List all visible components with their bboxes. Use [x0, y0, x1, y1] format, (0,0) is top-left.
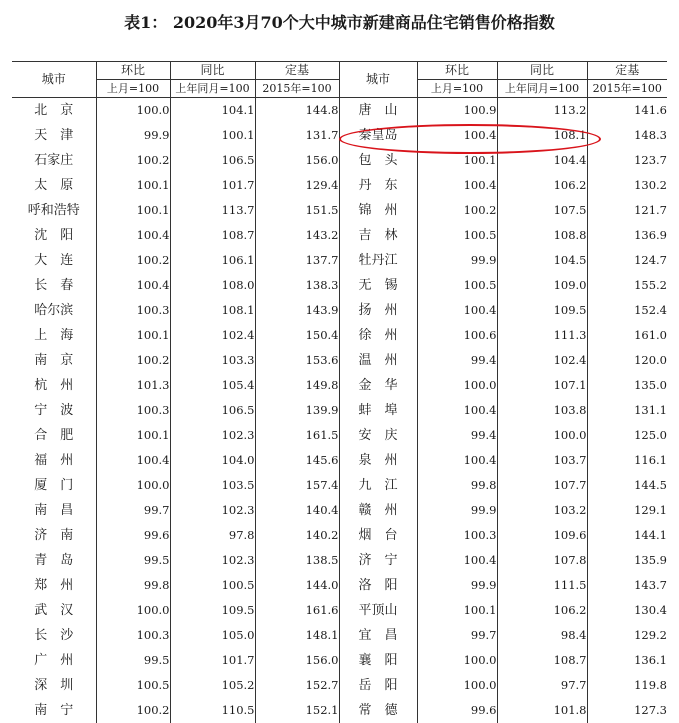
yoy-cell: 107.8 [497, 548, 587, 573]
city-cell: 泉 州 [339, 448, 417, 473]
table-row [12, 173, 667, 198]
yoy-cell: 103.8 [497, 398, 587, 423]
fixed-cell: 143.7 [587, 573, 667, 598]
fixed-cell: 155.2 [587, 273, 667, 298]
yoy-cell: 103.7 [497, 448, 587, 473]
table-row [12, 148, 667, 173]
mom-cell: 100.4 [417, 548, 497, 573]
city-cell: 杭 州 [34, 378, 74, 393]
table-row [12, 573, 667, 598]
fixed-cell: 138.5 [255, 548, 339, 573]
fixed-cell: 123.7 [587, 148, 667, 173]
fixed-cell: 135.9 [587, 548, 667, 573]
mom-cell: 100.4 [417, 298, 497, 323]
yoy-cell: 103.3 [170, 348, 255, 373]
yoy-cell: 108.8 [497, 223, 587, 248]
city-cell: 秦皇岛 [339, 123, 417, 148]
yoy-cell: 108.1 [497, 123, 587, 148]
yoy-cell: 109.0 [497, 273, 587, 298]
mom-cell: 100.2 [96, 248, 170, 273]
table-row [12, 548, 667, 573]
fixed-cell: 138.3 [255, 273, 339, 298]
mom-cell: 100.0 [417, 373, 497, 398]
fixed-cell: 144.1 [587, 523, 667, 548]
mom-cell: 100.0 [417, 648, 497, 673]
fixed-cell: 130.4 [587, 598, 667, 623]
mom-cell: 100.3 [96, 398, 170, 423]
mom-cell: 99.4 [417, 423, 497, 448]
mom-cell: 100.5 [417, 223, 497, 248]
city-cell: 郑 州 [34, 578, 74, 593]
mom-cell: 99.6 [96, 523, 170, 548]
city-cell: 烟 台 [339, 523, 417, 548]
table-row [12, 523, 667, 548]
mom-cell: 100.1 [96, 323, 170, 348]
city-column-header: 城市 [339, 62, 417, 98]
fixed-cell: 129.4 [255, 173, 339, 198]
city-cell: 上 海 [34, 328, 74, 343]
city-cell: 厦 门 [34, 478, 74, 493]
fixed-cell: 148.3 [587, 123, 667, 148]
city-cell: 岳 阳 [339, 673, 417, 698]
fixed-column-header: 定基 [587, 62, 667, 80]
mom-cell: 100.1 [417, 598, 497, 623]
mom-cell: 100.1 [417, 148, 497, 173]
mom-cell: 100.0 [96, 98, 170, 124]
fixed-cell: 156.0 [255, 648, 339, 673]
yoy-cell: 111.5 [497, 573, 587, 598]
fixed-cell: 124.7 [587, 248, 667, 273]
city-cell: 济 宁 [339, 548, 417, 573]
fixed-cell: 145.6 [255, 448, 339, 473]
fixed-cell: 153.6 [255, 348, 339, 373]
mom-cell: 99.9 [417, 248, 497, 273]
table-title: 表1： 2020年3月70个大中城市新建商品住宅销售价格指数 [124, 13, 555, 32]
mom-cell: 100.4 [96, 273, 170, 298]
table-row [12, 448, 667, 473]
fixed-cell: 152.7 [255, 673, 339, 698]
yoy-cell: 97.8 [170, 523, 255, 548]
fixed-cell: 149.8 [255, 373, 339, 398]
fixed-cell: 131.7 [255, 123, 339, 148]
fixed-cell: 129.1 [587, 498, 667, 523]
mom-cell: 100.0 [96, 598, 170, 623]
city-cell: 赣 州 [339, 498, 417, 523]
yoy-cell: 101.7 [170, 173, 255, 198]
table-row [12, 423, 667, 448]
city-cell: 深 圳 [34, 678, 74, 693]
city-cell: 长 沙 [34, 628, 74, 643]
yoy-cell: 104.1 [170, 98, 255, 124]
mom-cell: 100.0 [96, 473, 170, 498]
table-row [12, 373, 667, 398]
yoy-cell: 104.5 [497, 248, 587, 273]
mom-cell: 99.9 [417, 498, 497, 523]
yoy-cell: 105.0 [170, 623, 255, 648]
mom-cell: 100.9 [417, 98, 497, 124]
city-cell: 广 州 [34, 653, 74, 668]
mom-cell: 100.6 [417, 323, 497, 348]
mom-cell: 100.2 [96, 348, 170, 373]
yoy-cell: 102.4 [497, 348, 587, 373]
mom-cell: 99.5 [96, 648, 170, 673]
city-cell: 常 德 [339, 698, 417, 723]
yoy-cell: 108.0 [170, 273, 255, 298]
city-cell: 大 连 [34, 253, 74, 268]
table-row [12, 298, 667, 323]
mom-cell: 100.4 [417, 448, 497, 473]
yoy-cell: 100.5 [170, 573, 255, 598]
city-cell: 合 肥 [34, 428, 74, 443]
city-cell: 太 原 [34, 178, 74, 193]
fixed-base-label: 2015年=100 [255, 80, 339, 98]
yoy-cell: 102.3 [170, 548, 255, 573]
city-cell: 哈尔滨 [34, 303, 74, 318]
city-cell: 温 州 [339, 348, 417, 373]
city-cell: 九 江 [339, 473, 417, 498]
mom-cell: 99.4 [417, 348, 497, 373]
mom-cell: 100.5 [417, 273, 497, 298]
city-cell: 蚌 埠 [339, 398, 417, 423]
city-cell: 福 州 [34, 453, 74, 468]
table-row [12, 698, 667, 723]
mom-cell: 99.6 [417, 698, 497, 723]
city-cell: 金 华 [339, 373, 417, 398]
fixed-cell: 161.0 [587, 323, 667, 348]
city-cell: 青 岛 [34, 553, 74, 568]
fixed-cell: 139.9 [255, 398, 339, 423]
city-cell: 南 昌 [34, 503, 74, 518]
city-cell: 洛 阳 [339, 573, 417, 598]
yoy-cell: 108.1 [170, 298, 255, 323]
yoy-cell: 100.0 [497, 423, 587, 448]
table-row [12, 273, 667, 298]
fixed-cell: 131.1 [587, 398, 667, 423]
fixed-cell: 143.2 [255, 223, 339, 248]
table-row [12, 198, 667, 223]
fixed-cell: 144.0 [255, 573, 339, 598]
yoy-cell: 102.3 [170, 498, 255, 523]
city-cell: 襄 阳 [339, 648, 417, 673]
city-cell: 丹 东 [339, 173, 417, 198]
city-cell: 锦 州 [339, 198, 417, 223]
city-cell: 石家庄 [34, 153, 74, 168]
mom-cell: 99.8 [96, 573, 170, 598]
fixed-cell: 151.5 [255, 198, 339, 223]
yoy-cell: 104.4 [497, 148, 587, 173]
city-cell: 安 庆 [339, 423, 417, 448]
yoy-base-label: 上年同月=100 [170, 80, 255, 98]
table-row [12, 348, 667, 373]
yoy-cell: 102.3 [170, 423, 255, 448]
yoy-cell: 107.1 [497, 373, 587, 398]
fixed-cell: 129.2 [587, 623, 667, 648]
fixed-cell: 137.7 [255, 248, 339, 273]
mom-cell: 100.3 [96, 623, 170, 648]
fixed-cell: 140.4 [255, 498, 339, 523]
city-cell: 吉 林 [339, 223, 417, 248]
fixed-cell: 148.1 [255, 623, 339, 648]
yoy-cell: 108.7 [497, 648, 587, 673]
city-column-header: 城市 [41, 72, 66, 86]
yoy-cell: 106.2 [497, 598, 587, 623]
table-row [12, 623, 667, 648]
mom-column-header: 环比 [417, 62, 497, 80]
fixed-cell: 136.9 [587, 223, 667, 248]
yoy-cell: 106.5 [170, 398, 255, 423]
mom-cell: 100.4 [96, 223, 170, 248]
city-cell: 包 头 [339, 148, 417, 173]
mom-cell: 99.5 [96, 548, 170, 573]
fixed-cell: 161.5 [255, 423, 339, 448]
table-row [12, 98, 667, 124]
yoy-cell: 106.5 [170, 148, 255, 173]
mom-cell: 100.3 [96, 298, 170, 323]
city-cell: 牡丹江 [339, 248, 417, 273]
fixed-cell: 141.6 [587, 98, 667, 124]
fixed-cell: 119.8 [587, 673, 667, 698]
city-cell: 徐 州 [339, 323, 417, 348]
yoy-cell: 100.1 [170, 123, 255, 148]
yoy-cell: 113.7 [170, 198, 255, 223]
fixed-cell: 140.2 [255, 523, 339, 548]
mom-cell: 100.0 [417, 673, 497, 698]
yoy-cell: 113.2 [497, 98, 587, 124]
table-row [12, 498, 667, 523]
mom-cell: 99.9 [96, 123, 170, 148]
fixed-cell: 125.0 [587, 423, 667, 448]
fixed-cell: 144.5 [587, 473, 667, 498]
fixed-cell: 121.7 [587, 198, 667, 223]
yoy-cell: 104.0 [170, 448, 255, 473]
fixed-cell: 150.4 [255, 323, 339, 348]
fixed-cell: 156.0 [255, 148, 339, 173]
fixed-cell: 144.8 [255, 98, 339, 124]
fixed-column-header: 定基 [255, 62, 339, 80]
city-cell: 南 京 [34, 353, 74, 368]
city-cell: 宜 昌 [339, 623, 417, 648]
fixed-cell: 120.0 [587, 348, 667, 373]
mom-cell: 99.9 [417, 573, 497, 598]
yoy-base-label: 上年同月=100 [497, 80, 587, 98]
mom-cell: 100.4 [417, 173, 497, 198]
city-cell: 呼和浩特 [27, 203, 80, 218]
yoy-cell: 101.7 [170, 648, 255, 673]
mom-cell: 100.1 [96, 423, 170, 448]
yoy-cell: 109.5 [497, 298, 587, 323]
city-cell: 南 宁 [34, 703, 74, 718]
yoy-cell: 106.2 [497, 173, 587, 198]
mom-cell: 100.1 [96, 198, 170, 223]
mom-cell: 99.7 [417, 623, 497, 648]
mom-cell: 99.7 [96, 498, 170, 523]
yoy-cell: 97.7 [497, 673, 587, 698]
yoy-column-header: 同比 [497, 62, 587, 80]
city-cell: 武 汉 [34, 603, 74, 618]
mom-cell: 100.1 [96, 173, 170, 198]
mom-column-header: 环比 [96, 62, 170, 80]
city-cell: 天 津 [34, 128, 74, 143]
table-row [12, 323, 667, 348]
fixed-cell: 152.1 [255, 698, 339, 723]
mom-cell: 101.3 [96, 373, 170, 398]
mom-cell: 100.3 [417, 523, 497, 548]
city-cell: 无 锡 [339, 273, 417, 298]
mom-cell: 100.2 [96, 698, 170, 723]
fixed-base-label: 2015年=100 [587, 80, 667, 98]
fixed-cell: 136.1 [587, 648, 667, 673]
city-cell: 扬 州 [339, 298, 417, 323]
yoy-cell: 107.7 [497, 473, 587, 498]
fixed-cell: 143.9 [255, 298, 339, 323]
fixed-cell: 152.4 [587, 298, 667, 323]
fixed-cell: 116.1 [587, 448, 667, 473]
mom-cell: 100.4 [417, 398, 497, 423]
table-row [12, 598, 667, 623]
yoy-cell: 110.5 [170, 698, 255, 723]
yoy-column-header: 同比 [170, 62, 255, 80]
city-cell: 长 春 [34, 278, 74, 293]
yoy-cell: 105.4 [170, 373, 255, 398]
table-row [12, 473, 667, 498]
city-cell: 唐 山 [339, 98, 417, 124]
yoy-cell: 105.2 [170, 673, 255, 698]
mom-cell: 99.8 [417, 473, 497, 498]
yoy-cell: 98.4 [497, 623, 587, 648]
price-index-table [12, 61, 667, 723]
table-row [12, 673, 667, 698]
table-row [12, 223, 667, 248]
yoy-cell: 107.5 [497, 198, 587, 223]
table-body [12, 98, 667, 723]
fixed-cell: 135.0 [587, 373, 667, 398]
mom-cell: 100.2 [96, 148, 170, 173]
table-row [12, 398, 667, 423]
fixed-cell: 161.6 [255, 598, 339, 623]
yoy-cell: 106.1 [170, 248, 255, 273]
yoy-cell: 109.5 [170, 598, 255, 623]
table-row [12, 248, 667, 273]
city-cell: 宁 波 [34, 403, 74, 418]
yoy-cell: 108.7 [170, 223, 255, 248]
city-cell: 平顶山 [339, 598, 417, 623]
mom-cell: 100.2 [417, 198, 497, 223]
yoy-cell: 101.8 [497, 698, 587, 723]
yoy-cell: 111.3 [497, 323, 587, 348]
yoy-cell: 109.6 [497, 523, 587, 548]
city-cell: 北 京 [34, 103, 74, 118]
mom-base-label: 上月=100 [96, 80, 170, 98]
city-cell: 济 南 [34, 528, 74, 543]
city-cell: 沈 阳 [34, 228, 74, 243]
table-row [12, 648, 667, 673]
mom-cell: 100.4 [417, 123, 497, 148]
yoy-cell: 103.2 [497, 498, 587, 523]
fixed-cell: 157.4 [255, 473, 339, 498]
fixed-cell: 127.3 [587, 698, 667, 723]
header-row-primary [12, 62, 667, 80]
yoy-cell: 103.5 [170, 473, 255, 498]
fixed-cell: 130.2 [587, 173, 667, 198]
mom-cell: 100.5 [96, 673, 170, 698]
yoy-cell: 102.4 [170, 323, 255, 348]
mom-cell: 100.4 [96, 448, 170, 473]
highlight-ellipse [339, 124, 601, 154]
mom-base-label: 上月=100 [417, 80, 497, 98]
